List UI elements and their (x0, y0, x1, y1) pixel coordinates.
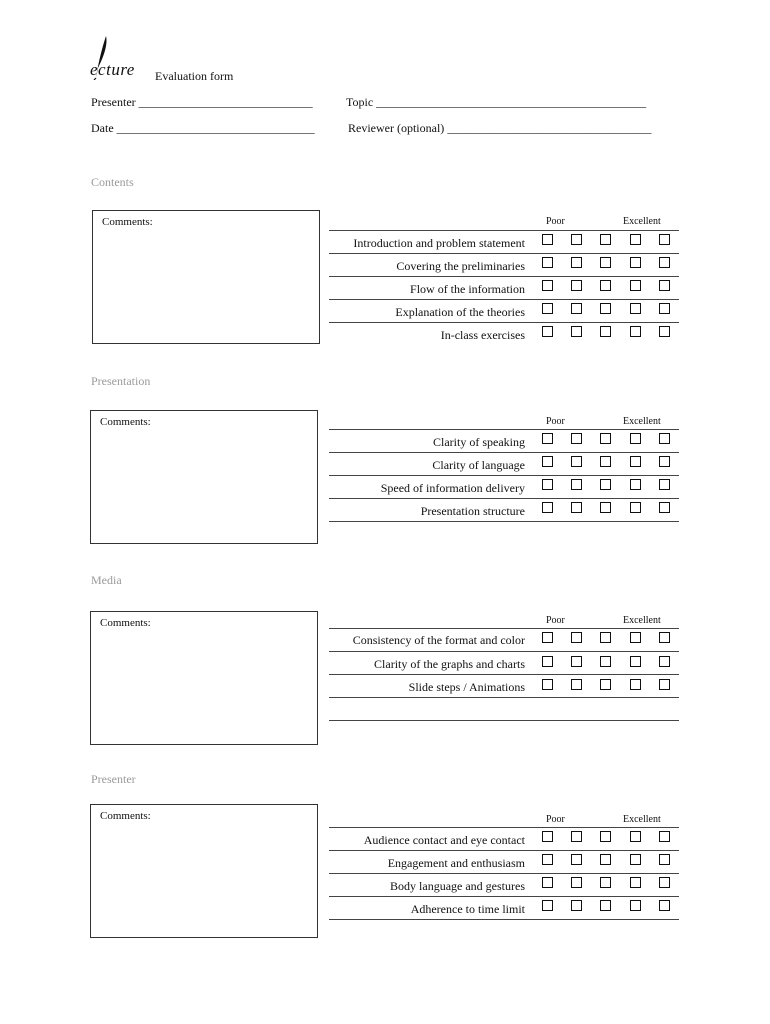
criterion-label: Speed of information delivery (380, 481, 525, 495)
rating-checkbox-1[interactable] (542, 831, 553, 842)
rating-checkbox-2[interactable] (571, 502, 582, 513)
section-title-contents: Contents (91, 175, 134, 189)
rating-checkbox-1[interactable] (542, 280, 553, 291)
criterion-label: Covering the preliminaries (396, 259, 525, 273)
criterion-label: Flow of the information (410, 282, 525, 296)
rating-checkbox-3[interactable] (600, 854, 611, 865)
rating-checkbox-4[interactable] (630, 257, 641, 268)
rating-checkbox-4[interactable] (630, 877, 641, 888)
row-divider (329, 276, 679, 277)
row-divider (329, 475, 679, 476)
criterion-label: Adherence to time limit (410, 902, 525, 916)
rating-checkbox-4[interactable] (630, 234, 641, 245)
rating-checkbox-5[interactable] (659, 854, 670, 865)
rating-checkbox-5[interactable] (659, 257, 670, 268)
criterion-label: Clarity of speaking (433, 435, 525, 449)
row-divider (329, 498, 679, 499)
rating-checkbox-1[interactable] (542, 900, 553, 911)
rating-checkbox-5[interactable] (659, 433, 670, 444)
rating-checkbox-1[interactable] (542, 326, 553, 337)
rating-checkbox-1[interactable] (542, 433, 553, 444)
rating-checkbox-5[interactable] (659, 679, 670, 690)
rating-checkbox-4[interactable] (630, 280, 641, 291)
row-divider (329, 720, 679, 721)
rating-checkbox-2[interactable] (571, 900, 582, 911)
date-input-line[interactable]: _________________________________ (116, 121, 315, 135)
rating-checkbox-5[interactable] (659, 831, 670, 842)
rating-checkbox-5[interactable] (659, 900, 670, 911)
presenter-field[interactable] (91, 95, 313, 110)
scale-excellent-label: Excellent (623, 814, 661, 825)
rating-checkbox-4[interactable] (630, 303, 641, 314)
section-title-presenter: Presenter (91, 772, 136, 786)
rating-checkbox-3[interactable] (600, 632, 611, 643)
rating-checkbox-4[interactable] (630, 679, 641, 690)
rating-checkbox-3[interactable] (600, 656, 611, 667)
rating-checkbox-2[interactable] (571, 656, 582, 667)
rating-checkbox-3[interactable] (600, 234, 611, 245)
criterion-label: Body language and gestures (390, 879, 525, 893)
comments-label: Comments: (102, 216, 153, 228)
rating-checkbox-4[interactable] (630, 433, 641, 444)
rating-checkbox-2[interactable] (571, 234, 582, 245)
presenter-label: Presenter (91, 95, 136, 109)
rating-checkbox-1[interactable] (542, 679, 553, 690)
scale-excellent-label: Excellent (623, 416, 661, 427)
row-divider (329, 919, 679, 920)
rating-checkbox-4[interactable] (630, 456, 641, 467)
rating-checkbox-1[interactable] (542, 656, 553, 667)
row-divider (329, 697, 679, 698)
scale-excellent-label: Excellent (623, 216, 661, 227)
rating-checkbox-5[interactable] (659, 479, 670, 490)
rating-checkbox-2[interactable] (571, 831, 582, 842)
rating-checkbox-1[interactable] (542, 257, 553, 268)
rating-checkbox-4[interactable] (630, 479, 641, 490)
criterion-label: Introduction and problem statement (353, 236, 525, 250)
rating-checkbox-4[interactable] (630, 656, 641, 667)
comments-label: Comments: (100, 810, 151, 822)
rating-checkbox-3[interactable] (600, 326, 611, 337)
date-field[interactable] (91, 121, 315, 136)
scale-poor-label: Poor (546, 416, 565, 427)
rating-checkbox-2[interactable] (571, 632, 582, 643)
rating-checkbox-1[interactable] (542, 502, 553, 513)
logo-text: ecture (90, 60, 135, 79)
rating-checkbox-1[interactable] (542, 456, 553, 467)
criterion-label: Audience contact and eye contact (363, 833, 525, 847)
rating-checkbox-2[interactable] (571, 433, 582, 444)
criterion-label: Explanation of the theories (395, 305, 525, 319)
rating-checkbox-5[interactable] (659, 502, 670, 513)
scale-poor-label: Poor (546, 216, 565, 227)
topic-field[interactable] (346, 95, 646, 110)
rating-checkbox-3[interactable] (600, 303, 611, 314)
row-divider (329, 896, 679, 897)
row-divider (329, 322, 679, 323)
row-divider (329, 651, 679, 652)
scale-poor-label: Poor (546, 615, 565, 626)
row-divider (329, 873, 679, 874)
rating-checkbox-3[interactable] (600, 280, 611, 291)
lecture-logo (90, 34, 150, 80)
scale-poor-label: Poor (546, 814, 565, 825)
criterion-label: Engagement and enthusiasm (387, 856, 525, 870)
rating-checkbox-4[interactable] (630, 900, 641, 911)
rating-checkbox-5[interactable] (659, 632, 670, 643)
comments-box-media[interactable] (90, 611, 318, 745)
rating-checkbox-3[interactable] (600, 257, 611, 268)
rating-checkbox-4[interactable] (630, 854, 641, 865)
rating-checkbox-2[interactable] (571, 854, 582, 865)
scale-excellent-label: Excellent (623, 615, 661, 626)
row-divider (329, 628, 679, 629)
rating-checkbox-2[interactable] (571, 326, 582, 337)
rating-checkbox-2[interactable] (571, 877, 582, 888)
rating-checkbox-2[interactable] (571, 479, 582, 490)
rating-checkbox-5[interactable] (659, 280, 670, 291)
rating-checkbox-3[interactable] (600, 479, 611, 490)
rating-checkbox-1[interactable] (542, 479, 553, 490)
presenter-input-line[interactable]: _____________________________ (138, 95, 313, 109)
reviewer-field[interactable] (348, 121, 651, 136)
criterion-label: Slide steps / Animations (408, 680, 525, 694)
criterion-label: Clarity of the graphs and charts (374, 657, 525, 671)
rating-checkbox-3[interactable] (600, 877, 611, 888)
rating-checkbox-3[interactable] (600, 433, 611, 444)
row-divider (329, 850, 679, 851)
rating-checkbox-4[interactable] (630, 831, 641, 842)
rating-checkbox-2[interactable] (571, 280, 582, 291)
comments-box-contents[interactable] (92, 210, 320, 344)
comments-label: Comments: (100, 617, 151, 629)
rating-checkbox-3[interactable] (600, 900, 611, 911)
rating-checkbox-5[interactable] (659, 303, 670, 314)
rating-checkbox-5[interactable] (659, 234, 670, 245)
rating-checkbox-2[interactable] (571, 679, 582, 690)
row-divider (329, 521, 679, 522)
rating-checkbox-3[interactable] (600, 502, 611, 513)
row-divider (329, 299, 679, 300)
criterion-label: In-class exercises (440, 328, 525, 342)
reviewer-input-line[interactable]: __________________________________ (447, 121, 652, 135)
row-divider (329, 452, 679, 453)
rating-checkbox-1[interactable] (542, 854, 553, 865)
rating-checkbox-3[interactable] (600, 831, 611, 842)
date-label: Date (91, 121, 114, 135)
row-divider (329, 827, 679, 828)
rating-checkbox-3[interactable] (600, 456, 611, 467)
criterion-label: Consistency of the format and color (352, 633, 525, 647)
comments-box-presenter[interactable] (90, 804, 318, 938)
section-title-media: Media (91, 573, 122, 587)
rating-checkbox-2[interactable] (571, 456, 582, 467)
rating-checkbox-1[interactable] (542, 303, 553, 314)
rating-checkbox-4[interactable] (630, 502, 641, 513)
row-divider (329, 674, 679, 675)
topic-label: Topic (346, 95, 374, 109)
rating-checkbox-1[interactable] (542, 234, 553, 245)
section-title-presentation: Presentation (91, 374, 151, 388)
row-divider (329, 429, 679, 430)
form-title: Evaluation form (155, 69, 234, 83)
comments-label: Comments: (100, 416, 151, 428)
rating-checkbox-1[interactable] (542, 632, 553, 643)
row-divider (329, 253, 679, 254)
reviewer-label: Reviewer (optional) (348, 121, 445, 135)
criterion-label: Presentation structure (420, 504, 525, 518)
rating-checkbox-4[interactable] (630, 632, 641, 643)
rating-checkbox-3[interactable] (600, 679, 611, 690)
criterion-label: Clarity of language (432, 458, 525, 472)
topic-input-line[interactable]: _____________________________________________ (376, 95, 647, 109)
row-divider (329, 230, 679, 231)
comments-box-presentation[interactable] (90, 410, 318, 544)
rating-checkbox-4[interactable] (630, 326, 641, 337)
rating-checkbox-5[interactable] (659, 656, 670, 667)
rating-checkbox-1[interactable] (542, 877, 553, 888)
rating-checkbox-2[interactable] (571, 303, 582, 314)
rating-checkbox-5[interactable] (659, 877, 670, 888)
rating-checkbox-2[interactable] (571, 257, 582, 268)
rating-checkbox-5[interactable] (659, 326, 670, 337)
rating-checkbox-5[interactable] (659, 456, 670, 467)
